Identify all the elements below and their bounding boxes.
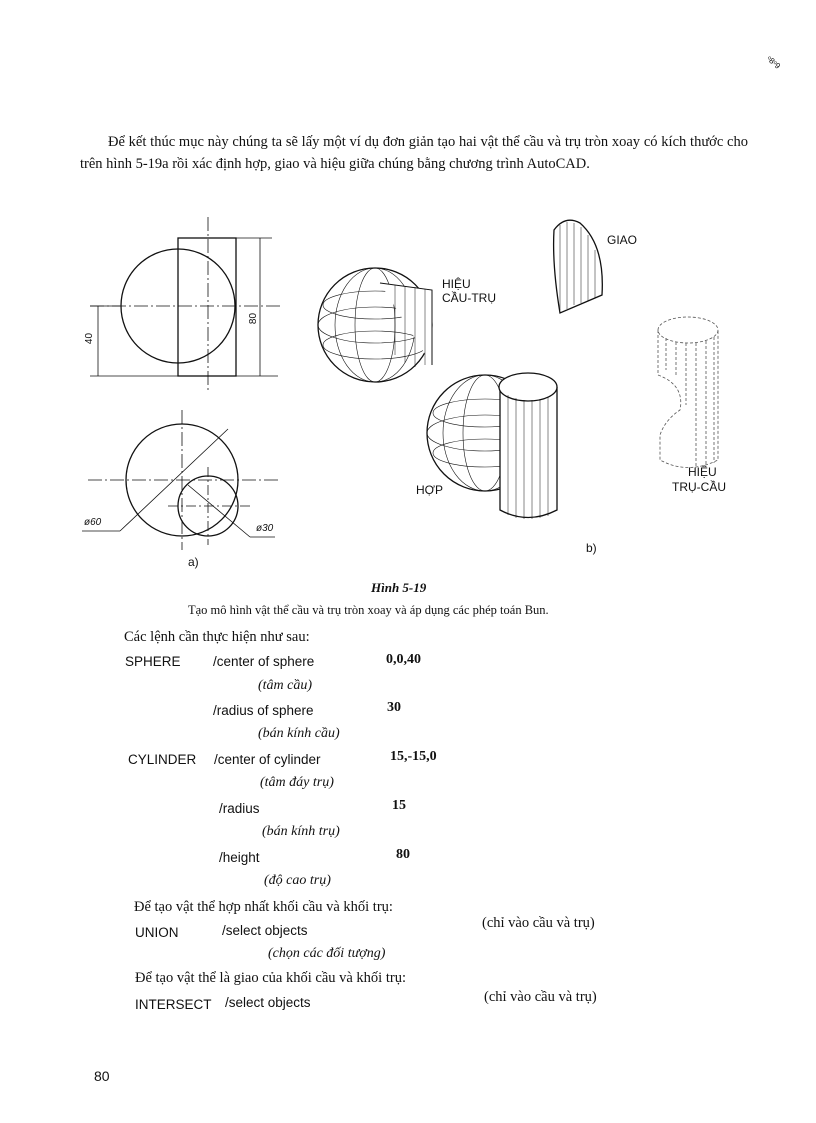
dim-d30: ø30 xyxy=(256,523,274,534)
opt-height: /height xyxy=(219,850,260,865)
label-hieu-cau-tru-1: HIỆU xyxy=(442,277,471,291)
note-center-cylinder: (tâm đáy trụ) xyxy=(260,775,334,790)
opt-intersect-select: /select objects xyxy=(225,995,311,1010)
opt-center-sphere: /center of sphere xyxy=(213,654,315,669)
figure-drawing xyxy=(60,205,740,575)
intro-paragraph: Để kết thúc mục này chúng ta sẽ lấy một ví dụ đơn giản tạo hai vật thể cầu và trụ tròn xoay có kích thước cho trên hình 5-19a rồi xác định hợp, giao và hiệu giữa chúng bằng chương trình AutoCAD. xyxy=(80,134,748,172)
val-center-sphere: 0,0,40 xyxy=(386,652,421,667)
opt-union-select: /select objects xyxy=(222,923,308,938)
giao-solid xyxy=(554,220,603,313)
label-hieu-tru-cau-2: TRỤ-CẦU xyxy=(672,480,726,494)
opt-radius: /radius xyxy=(219,801,260,816)
note-height: (độ cao trụ) xyxy=(264,873,331,888)
dim-d60: ø60 xyxy=(84,517,102,528)
label-giao: GIAO xyxy=(607,233,638,247)
hint-intersect: (chỉ vào cầu và trụ) xyxy=(484,989,597,1005)
hop-solid xyxy=(427,373,557,519)
note-radius-sphere: (bán kính cầu) xyxy=(258,726,340,741)
label-hop: HỢP xyxy=(416,483,443,497)
hieu-tru-cau-solid xyxy=(658,317,718,468)
caption-title: Hình 5-19 xyxy=(371,580,427,595)
val-radius-sphere: 30 xyxy=(387,700,401,715)
label-a: a) xyxy=(188,555,199,569)
hieu-cau-tru-solid xyxy=(318,268,432,382)
val-radius: 15 xyxy=(392,798,406,813)
label-b: b) xyxy=(586,541,597,555)
page-number: 80 xyxy=(94,1068,110,1084)
cmd-intersect: INTERSECT xyxy=(135,997,212,1012)
cmd-union: UNION xyxy=(135,925,179,940)
opt-radius-sphere: /radius of sphere xyxy=(213,703,314,718)
note-union: (chọn các đối tượng) xyxy=(268,946,386,961)
note-center-sphere: (tâm cầu) xyxy=(258,678,313,693)
dim-40: 40 xyxy=(84,332,96,345)
intersect-intro: Để tạo vật thể là giao của khối cầu và khối trụ: xyxy=(135,970,406,986)
val-center-cylinder: 15,-15,0 xyxy=(390,749,437,764)
figure-5-19 xyxy=(60,205,740,580)
label-hieu-tru-cau-1: HIỆU xyxy=(688,465,717,479)
caption-text: Tạo mô hình vật thể cầu và trụ tròn xoay và áp dụng các phép toán Bun. xyxy=(188,603,549,617)
opt-center-cylinder: /center of cylinder xyxy=(214,752,321,767)
hint-union: (chỉ vào cầu và trụ) xyxy=(482,915,595,931)
union-intro: Để tạo vật thể hợp nhất khối cầu và khối trụ: xyxy=(134,899,393,915)
corner-mark: ᵒ8ᵒ9 xyxy=(764,54,783,71)
val-height: 80 xyxy=(396,847,410,862)
cmd-cylinder: CYLINDER xyxy=(128,752,197,767)
note-radius: (bán kính trụ) xyxy=(262,824,340,839)
dim-80: 80 xyxy=(248,312,260,325)
label-hieu-cau-tru-2: CẦU-TRỤ xyxy=(442,291,496,305)
cmd-sphere: SPHERE xyxy=(125,654,181,669)
commands-intro: Các lệnh cần thực hiện như sau: xyxy=(124,629,310,645)
